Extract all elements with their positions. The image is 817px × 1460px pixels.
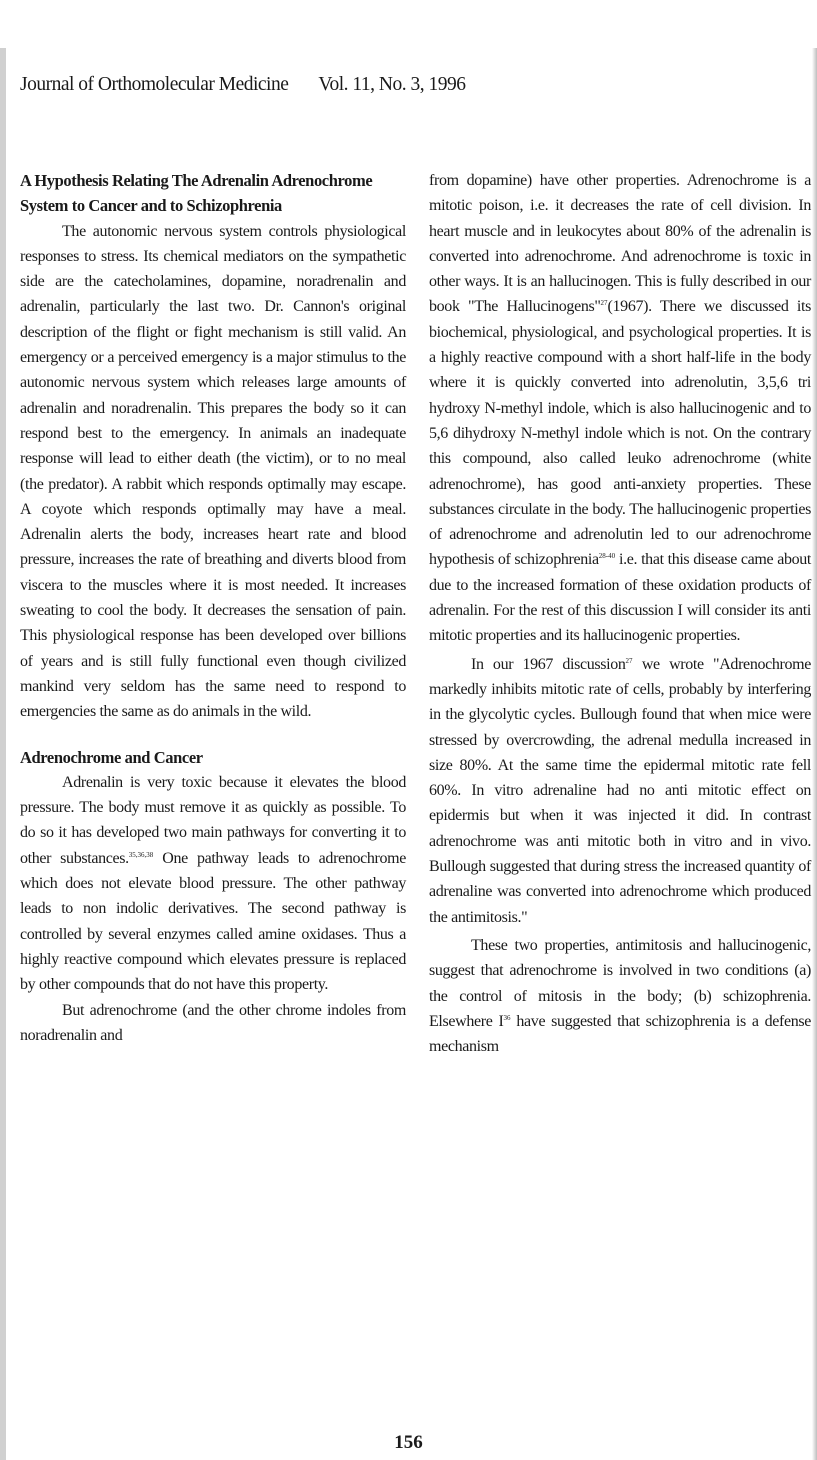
paragraph-text: Adrenalin is very toxic because it elevates the blood pressure. The body must remove it as quickly as possible. To do so it has developed two main pathways for converting it to other substances. — [20, 773, 406, 867]
paragraph-text: In our 1967 discussion — [471, 655, 626, 673]
left-column — [20, 168, 406, 1048]
paragraph-adrenalin-toxic — [20, 770, 406, 998]
volume-info: Vol. 11, No. 3, 1996 — [318, 74, 466, 95]
reference-superscript: 28-40 — [598, 552, 616, 561]
paragraph-chrome-indoles: But adrenochrome (and the other chrome indoles from noradrenalin and — [20, 1001, 406, 1044]
section-heading-adrenochrome-cancer: Adrenochrome and Cancer — [20, 747, 203, 767]
paragraph-text: i.e. that this disease came about due to the increased formation of these oxidation products of adrenalin. For the rest of this discussion I will consider its anti mitotic properties and its hallucinogenic properties. — [429, 551, 811, 645]
paragraph-intro: The autonomic nervous system controls physiological responses to stress. Its chemical mediators on the sympathetic side are the catecholamines, dopamine, noradrenalin and adrenalin, particularly the last two. Dr. Cannon's original description of the flight or fight mechanism is still valid. An emergency or a perceived emergency is a major stimulus to the autonomic nervous system which releases large amounts of adrenalin and noradrenalin. This prepares the body so it can respond best to the emergency. In animals an inadequate response will lead to either death (the victim), or to no meal (the predator). A rabbit which responds optimally may escape. A coyote which responds optimally may have a meal. Adrenalin alerts the body, increases heart rate and blood pressure, increases the rate of breathing and diverts blood from viscera to the muscles where it is most needed. It increases sweating to cool the body. It decreases the sensation of pain. This physiological response has been developed over billions of years and is still fully functional even though civilized mankind very seldom has the same need to respond to emergencies the same as do animals in the wild. — [20, 222, 406, 721]
page-number: 156 — [394, 1432, 423, 1453]
page-edge — [0, 48, 6, 1460]
journal-name: Journal of Orthomolecular Medicine — [20, 74, 289, 95]
article-title: A Hypothesis Relating The Adrenalin Adrenochrome System to Cancer and to Schizophrenia — [20, 171, 373, 216]
paragraph-text: have suggested that schizophrenia is a defense mechanism — [429, 1012, 811, 1056]
paragraph-two-properties — [429, 933, 811, 1059]
paragraph-text: from dopamine) have other properties. Adrenochrome is a mitotic poison, i.e. it decreases the rate of cell division. In heart muscle and in leukocytes about 80% of the adrenalin is converted into adrenochrome. And adrenochrome is toxic in other ways. It is an hallucinogen. This is fully described in our book "The Hallucinogens" — [429, 172, 811, 316]
right-page-shadow — [812, 48, 817, 1460]
running-header — [20, 74, 800, 96]
paragraph-text: One pathway leads to adrenochrome which does not elevate blood pressure. The other pathway leads to non indolic derivatives. The second pathway is controlled by several enzymes called amine oxidases. Thus a highly reactive compound which elevates pressure is replaced by other compounds that do not have this property. — [20, 849, 406, 994]
reference-superscript: 36 — [503, 1013, 511, 1022]
reference-superscript: 27 — [600, 299, 608, 308]
paragraph-properties — [429, 168, 811, 649]
paragraph-text: we wrote "Adrenochrome markedly inhibits mitotic rate of cells, probably by interfering in the glycolytic cycles. Bullough found that when mice were stressed by overcrowding, the adrenal medulla increased in size 80%. At the same time the epidermal mitotic rate fell 60%. In vitro adrenaline had no anti mitotic effect on epidermis but when it was injected it did. In contrast adrenochrome was anti mitotic both in vitro and in vivo. Bullough suggested that during stress the increased quantity of adrenaline was converted into adrenochrome which produced the antimitosis." — [429, 655, 811, 926]
paragraph-text: (1967). There we discussed its biochemical, physiological, and psychological properties. It is a highly reactive compound with a short half-life in the body where it is quickly converted into adrenolutin, 3,5,6 tri hydroxy N-methyl indole, which is also hallucinogenic and to 5,6 dihydroxy N-methyl indole which is not. On the contrary this compound, also called leuko adrenochrome (white adrenochrome), has good anti-anxiety properties. These substances circulate in the body. The hallucinogenic properties of adrenochrome and adrenolutin led to our adrenochrome hypothesis of schizophrenia — [429, 298, 811, 569]
reference-superscript: 35,36,38 — [128, 850, 154, 859]
right-column — [429, 168, 811, 1059]
paragraph-1967-discussion — [429, 652, 811, 930]
reference-superscript: 27 — [625, 656, 633, 665]
paragraph-text: These two properties, antimitosis and hallucinogenic, suggest that adrenochrome is involved in two conditions (a) the control of mitosis in the body; (b) schizophrenia. Elsewhere I — [429, 936, 811, 1030]
